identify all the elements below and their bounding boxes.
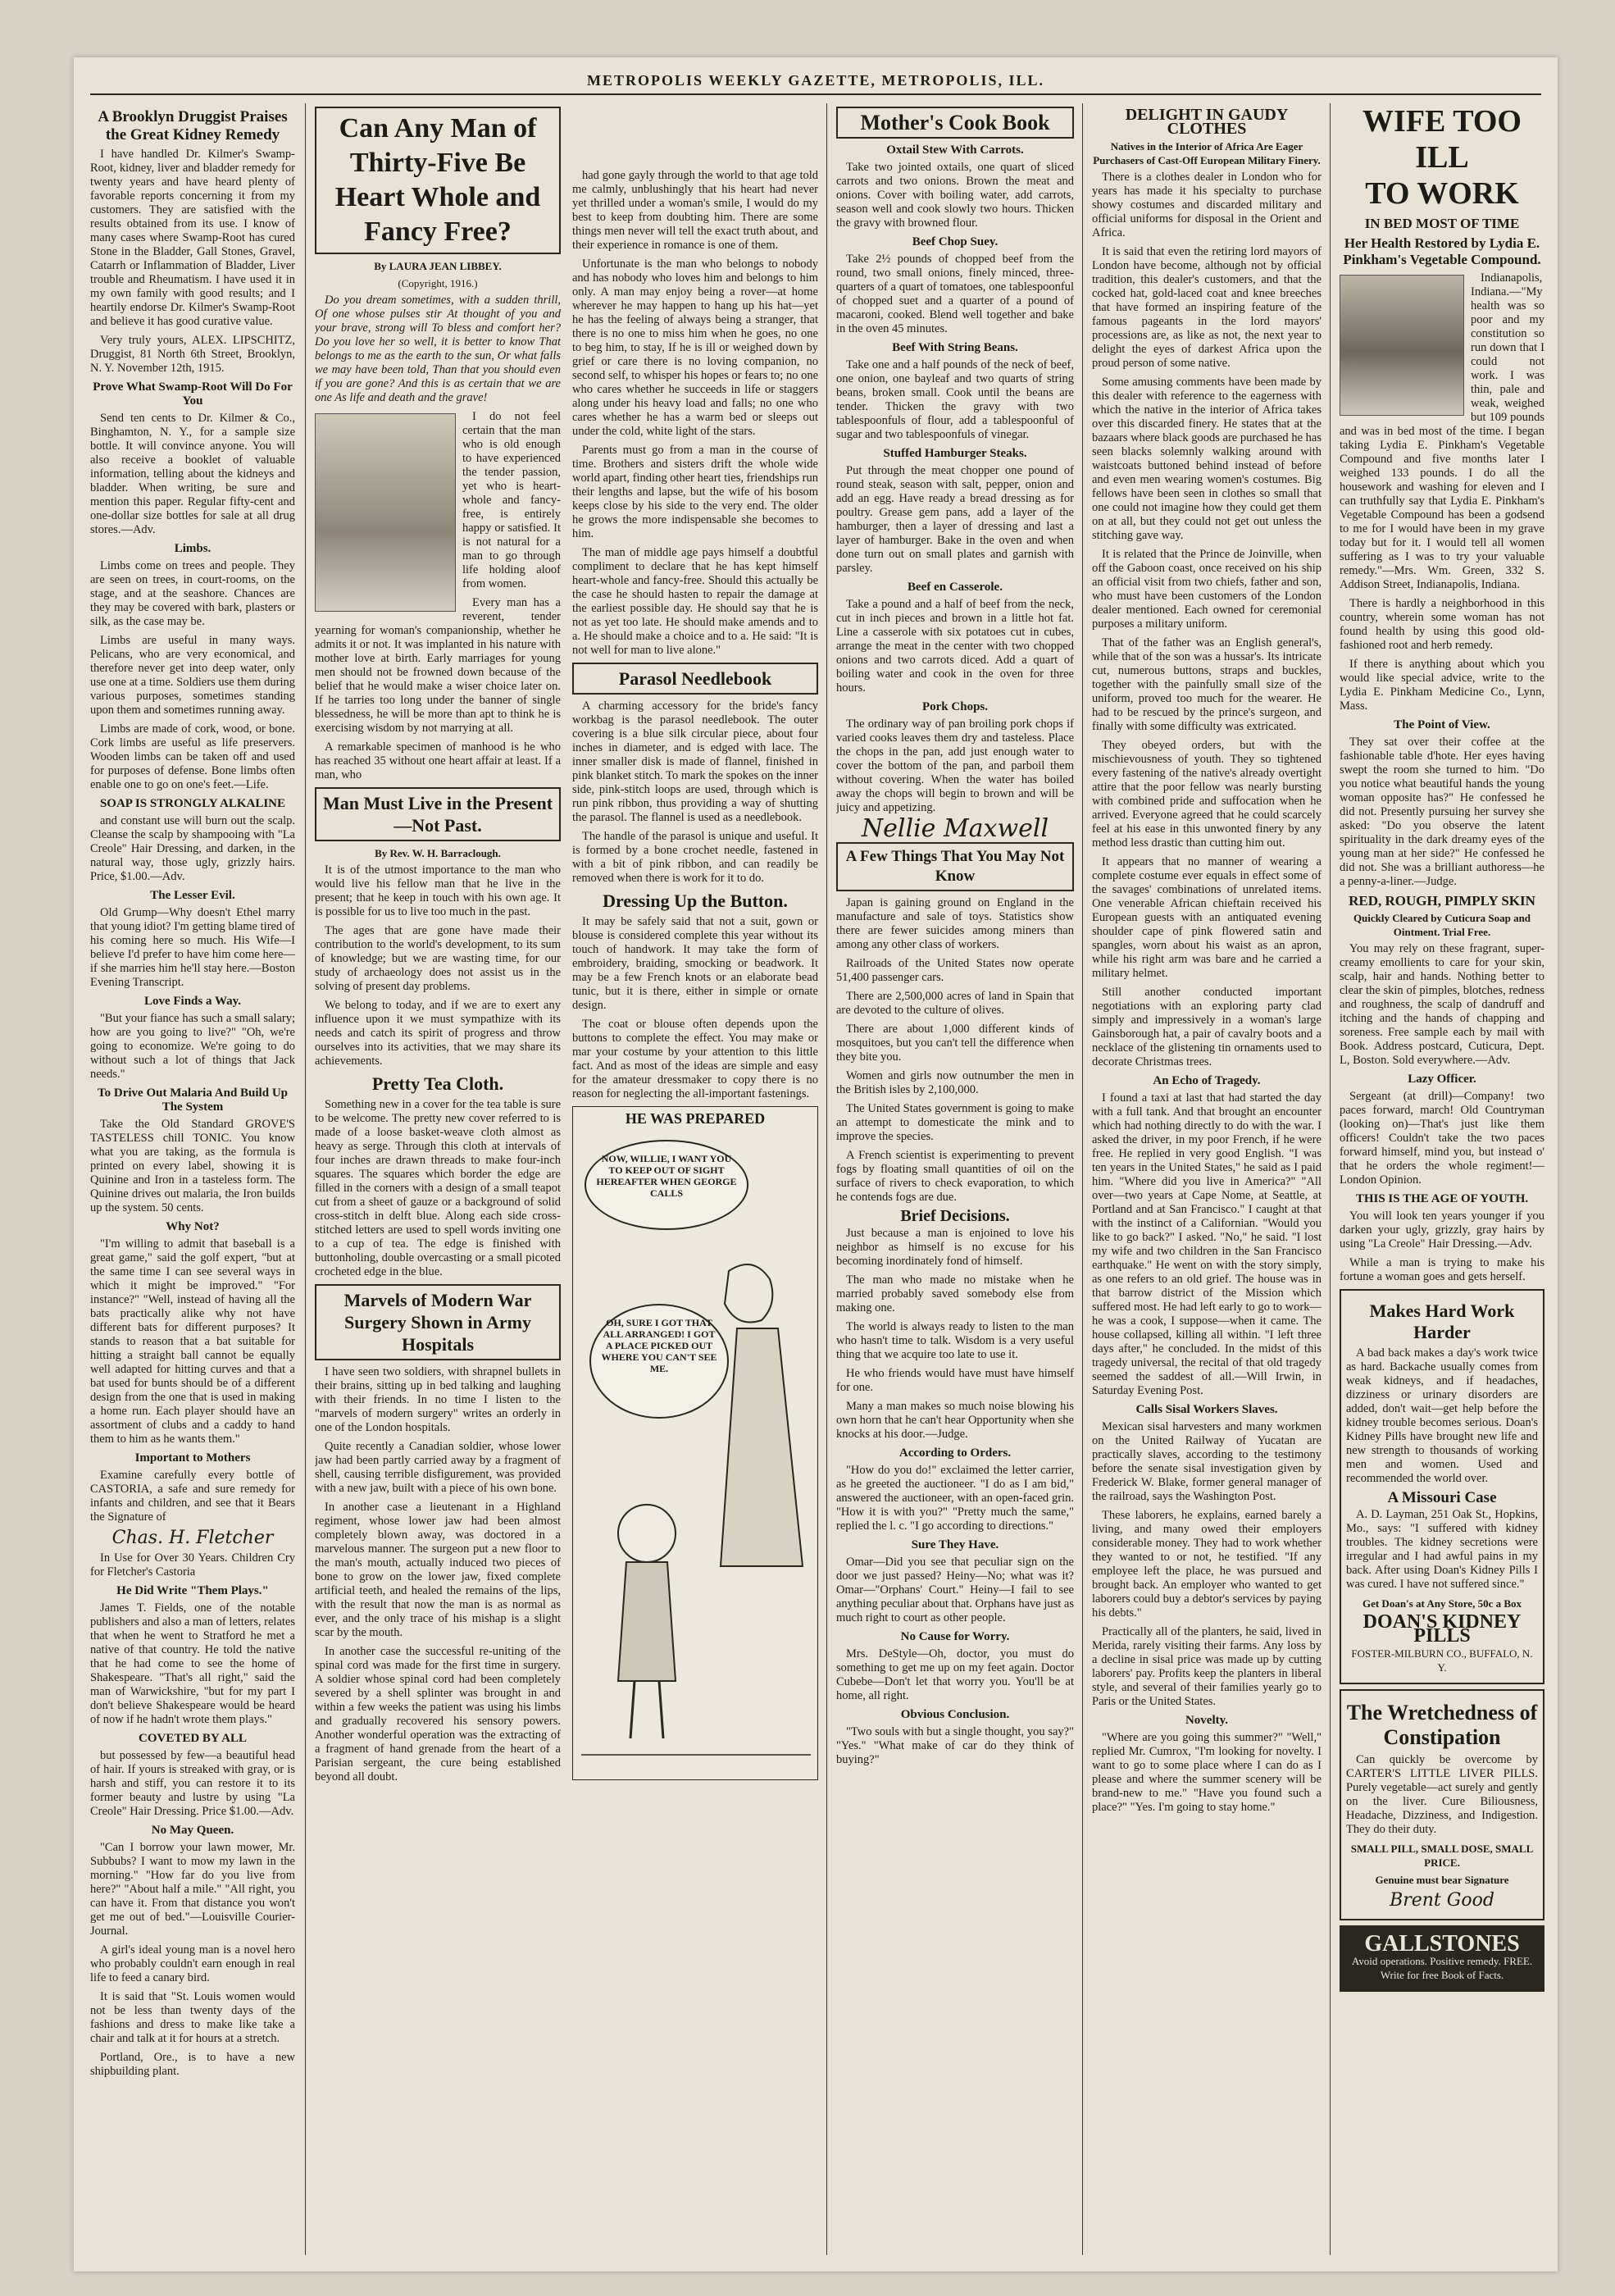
malaria-headline: To Drive Out Malaria And Build Up The System — [98, 1086, 288, 1114]
cook-book-headline: Mother's Cook Book — [836, 107, 1074, 139]
parasol-text-2: The handle of the parasol is unique and useful. It is formed by a bone crochet needle, fastened in with a bit of pink ribbon, and can readily be removed when there is work for it to do. — [572, 830, 818, 885]
point-of-view-headline: The Point of View. — [1394, 718, 1490, 731]
pork-chops-headline: Pork Chops. — [921, 700, 989, 713]
sure-they-have-headline: Sure They Have. — [911, 1538, 999, 1551]
missouri-case-text: A. D. Layman, 251 Oak St., Hopkins, Mo., says: "I suffered with kidney troubles. The kidney secretions were irregular and I had awful pains in my back. After using Doan's Kidney Pills I was cured. I have not suffered since." — [1346, 1508, 1538, 1591]
sisal-text-3: Practically all of the planters, he said, lived in Merida, rarely visiting their farms. Any loss by a decline in sisal price was made up by cutting laborers' pay. Profits keep the planters in liberal style, and several of their families yearly go to Paris or the United States. — [1092, 1625, 1322, 1708]
pinkham-text-1: Indianapolis, Indiana.—"My health was so poor and my constitution so run down that I could not work. I was thin, pale and weak, weighed but 109 pounds and was in bed most of the time. I began taking Lydia E. Pinkham's Vegetable Compound and five months later I weighed 133 pounds. I do all the housework and washing for eleven and I can truthfully say that Lydia E. Pinkham's Vegetable Compound has been a godsend to me for I would have been in my grave today but for it. I would tell all women suffering as I was to try your valuable remedy."—Mrs. Wm. Green, 332 S. Addison Street, Indianapolis, Indiana. — [1340, 271, 1544, 591]
gaudy-text-5: That of the father was an English general's, while that of the son was a hussar's. Its intricate cut, numerous buttons, straps and buckles, together with the painfully small size of the uniform, proved too much for the wearer. He had to be rescued by the prince's surgeon, and finally with some difficulty was extricated. — [1092, 636, 1322, 733]
string-beans-headline: Beef With String Beans. — [892, 341, 1018, 354]
maxwell-signature: Nellie Maxwell — [861, 814, 1049, 843]
hamburger-headline: Stuffed Hamburger Steaks. — [883, 447, 1027, 460]
war-surgery-text-1: I have seen two soldiers, with shrapnel bullets in their brains, sitting up in bed talking and laughing with their friends. In no time I listen to the "marvels of modern surgery" writes an orderly in one of the London hospitals. — [315, 1365, 561, 1434]
swamp-root-headline: A Brooklyn Druggist Praises the Great Kidney Remedy — [98, 108, 288, 144]
string-beans-text: Take one and a half pounds of the neck of beef, one onion, one bayleaf and two quarts of string beans, broken small. Cook until the beans are tender. Thicken the gravy with two tablespoonfuls of flour, add a tablespoonful of sugar and two tablespoonfuls of vinegar. — [836, 358, 1074, 441]
tea-cloth-text: Something new in a cover for the tea table is sure to be welcome. The pretty new cover referred to is made of a loose basket-weave cloth almost as heavy as serge. Through this cloth at intervals of four inches are drawn threads to make four-inch squares. The squares which border the edge are filled in the corners with a design of a small teapot cut from a sheet of gauze or a background of solid cross-stitch in delft blue. Along each side cross-stitched letters are used to spell words inviting one to a cup of tea. The edge is finished with buttonholing, double overcasting or a small picoted crocheted edge in the blue. — [315, 1098, 561, 1278]
gallstones-ad — [1340, 1925, 1544, 1992]
coveted-text: but possessed by few—a beautiful head of hair. If yours is streaked with gray, or is harsh and stiff, you can restore it to its former beauty and lustre by using "La Creole" Hair Dressing. Price $1.00.—Adv. — [90, 1749, 295, 1818]
war-surgery-text-2: Quite recently a Canadian soldier, whose lower jaw had been partly carried away by a fragment of shell, causing terrible disfigurement, was provided with a new jaw, built with a piece of his own bone. — [315, 1440, 561, 1495]
gaudy-text-1: There is a clothes dealer in London who for years has made it his specialty to purchase showy costumes and discarded military and official uniforms for disposal in the Orient and Africa. — [1092, 171, 1322, 239]
few-things-headline: A Few Things That You May Not Know — [836, 842, 1074, 891]
few-things-1: Japan is gaining ground on England in the manufacture and sale of toys. Statistics show there are fewer suicides among miners than among any other class of workers. — [836, 896, 1074, 951]
in-bed-subhead: IN BED MOST OF TIME — [1364, 216, 1520, 231]
doans-price: Get Doan's at Any Store, 50c a Box — [1362, 1597, 1522, 1610]
thirty-five-text-3: A remarkable specimen of manhood is he who has reached 35 without one heart affair at least. If a man, who — [315, 740, 561, 781]
brief-decisions-3: The world is always ready to listen to the man who hasn't time to talk. Wisdom is a very useful thing that we acquire too late to use it. — [836, 1320, 1074, 1361]
thirty-five-cont-3: Parents must go from a man in the course of time. Brothers and sisters drift the whole wide world apart, finding other heart ties, friendships run their lengths and lapse, but the wife of his bosom keeps close by his side to the very end. The older he grows the more indispensable she becomes to him. — [572, 444, 818, 540]
missouri-case-headline: A Missouri Case — [1387, 1489, 1497, 1506]
woman-head — [725, 1264, 772, 1323]
castoria-tagline: In Use for Over 30 Years. Children Cry for Fletcher's Castoria — [90, 1551, 295, 1578]
thirty-five-text-1: I do not feel certain that the man who is old enough to have experienced the tender passion, yet who is heart-whole and fancy-free, is entirely happy or satisfied. It is not natural for a man to go through life holding aloof from women. — [462, 410, 561, 590]
woman-testimonial-portrait — [1340, 275, 1464, 416]
orders-text: "How do you do!" exclaimed the letter carrier, as he greeted the auctioneer. "I do as I am bid," answered the auctioneer, with an open-faced grin. "How it is with you?" "Pretty much the same," replied the l. c. "I go according to directions." — [836, 1464, 1074, 1533]
pimply-skin-headline: RED, ROUGH, PIMPLY SKIN — [1349, 893, 1535, 909]
cartoon-title: HE WAS PREPARED — [625, 1110, 766, 1127]
brief-decisions-1: Just because a man is enjoined to love his neighbor as himself is no excuse for his becoming inordinately fond of himself. — [836, 1227, 1074, 1268]
gaudy-text-3: Some amusing comments have been made by this dealer with reference to the eagerness with which the native in the interior of Africa takes over this discarded finery. He states that at the bazaars where black goods are purchased he has seen blacks solemnly walking around with waistcoats buttoned behind instead of before and even men wearing women's costumes. Big fellows have been seen in clothes so small that one could not imagine how they could get them on at all, but they could not get out unless the stitching gave way. — [1092, 376, 1322, 542]
thirty-five-cont-1: had gone gayly through the world to that age told me calmly, unblushingly that his heart had never yet thrilled under a woman's smile, I would do my best to keep from doubting him. There are some things men never will tell the exact truth about, and their experience in romance is one of them. — [572, 169, 818, 252]
casserole-headline: Beef en Casserole. — [908, 581, 1003, 594]
casserole-text: Take a pound and a half of beef from the neck, cut in inch pieces and brown in a little hot fat. Line a casserole with six potatoes cut in cubes, arrange the meat in the center with two chopped onions and two carrots diced. Add a quart of boiling water and cook in the oven for three hours. — [836, 598, 1074, 695]
carters-price: SMALL PILL, SMALL DOSE, SMALL PRICE. — [1350, 1843, 1534, 1869]
column-4 — [836, 103, 1074, 2255]
live-present-text-1: It is of the utmost importance to the man who would live his fellow man that he live in the present; that he keep in touch with his own age. It is possible for us to live too much in the past. — [315, 863, 561, 918]
war-surgery-text-4: In another case the successful re-uniting of the spinal cord was made for the first time in surgery. A soldier whose spinal cord had been completely severed by a shell splinter was brought in and within a few weeks the patient was using his limbs and gradually recovered his sensory powers. Another wonderful operation was the extracting of a fragment of hand grenade from the heart of a Parisian sergeant, the cure being established beyond all doubt. — [315, 1645, 561, 1784]
pinkham-text-3: If there is anything about which you would like special advice, write to the Lydia E. Pinkham Medicine Co., Lynn, Mass. — [1340, 658, 1544, 713]
prove-text: Send ten cents to Dr. Kilmer & Co., Binghamton, N. Y., for a sample size bottle. It will convince anyone. You will also receive a booklet of valuable information, telling about the kidneys and bladder. When writing, be sure and mention this paper. Regular fifty-cent and one-dollar size bottles for sale at all drug stores.—Adv. — [90, 412, 295, 536]
hamburger-text: Put through the meat chopper one pound of round steak, season with salt, pepper, onion and add an egg. Have ready a bread dressing as for poultry. Grease gem pans, add a layer of the hamburger, then a layer of dressing and last a layer of hamburger. Bake in the oven and when done turn out on small plates and garnish with parsley. — [836, 464, 1074, 575]
few-things-6: The United States government is going to make an attempt to domesticate the mink and to improve the species. — [836, 1102, 1074, 1143]
pinkham-text-2: There is hardly a neighborhood in this country, wherein some woman has not found health by using this good old-fashioned root and herb remedy. — [1340, 597, 1544, 652]
cartoon-panel — [572, 1106, 818, 1780]
live-present-headline: Man Must Live in the Present—Not Past. — [315, 787, 561, 841]
cuticura-text: You may rely on these fragrant, super-creamy emollients to care for your skin, scalp, hair and hands. Nothing better to clear the skin of pimples, blotches, redness and roughness, the scalp of dandruff and itching and the hands of chapping and soreness. Free sample each by mail with Book. Address postcard, Cuticura, Dept. L, Boston. Sold everywhere.—Adv. — [1340, 942, 1544, 1067]
prove-headline: Prove What Swamp-Root Will Do For You — [93, 380, 293, 408]
novelty-headline: Novelty. — [1185, 1714, 1229, 1727]
live-present-text-2: The ages that are gone have made their contribution to the world's development, to its sum of knowledge; but we are wasting time, for our study of archaeology does not assist us in the solving of present day problems. — [315, 924, 561, 993]
love-finds-headline: Love Finds a Way. — [143, 995, 242, 1008]
love-finds-text: "But your fiance has such a small salary; how are you going to live?" "Oh, we're going to economize. We're going to do without such a lot of things that Jack needs." — [90, 1012, 295, 1081]
carters-ad — [1340, 1689, 1544, 1920]
libbey-byline: By LAURA JEAN LIBBEY. — [374, 260, 502, 272]
gaudy-text-6: They obeyed orders, but with the mischievousness of youth. They so tightened every fastening of the native's already overtight attire that the poor fellow was nearly bursting with combined pride and suffocation when he arrived. Everyone agreed that he could scarcely feel at his ease in this unwonted finery by any method less drastic than cutting him out. — [1092, 739, 1322, 850]
swamp-root-text: I have handled Dr. Kilmer's Swamp-Root, kidney, liver and bladder remedy for twenty years and have heard plenty of favorable reports concerning it from my customers. They are satisfied with the results obtained from its use. I know of many cases where Swamp-Root has cured Stone in the Bladder, Gall Stones, Gravel, Catarrh or Inflammation of Bladder, Liver trouble and Rheumatism. I have used it in my own family with good results; and I heartily endorse Dr. Kilmer's Swamp-Root and believe it has good curative value. — [90, 148, 295, 328]
novelty-text: "Where are you going this summer?" "Well," replied Mr. Cumrox, "I'm looking for novelty. I want to go to some place where I can do as I please and where the summer scenery will be brand-new to me." "Have you found such a place?" "Yes. I'm going to stay home." — [1092, 1731, 1322, 1814]
tragedy-headline: An Echo of Tragedy. — [1153, 1074, 1261, 1087]
lazy-officer-headline: Lazy Officer. — [1408, 1073, 1476, 1086]
button-text-1: It may be safely said that not a suit, gown or blouse is considered complete this year without its touch of handwork. It may take the form of embroidery, braiding, smocking or beadwork. It may be a few French knots or an elaborate bead tunic, but it is there, either in simple or ornate design. — [572, 915, 818, 1012]
gallstones-text: Avoid operations. Positive remedy. FREE. Write for free Book of Facts. — [1351, 1955, 1533, 1981]
age-of-youth-headline: THIS IS THE AGE OF YOUTH. — [1355, 1192, 1529, 1205]
soap-headline: SOAP IS STRONGLY ALKALINE — [99, 797, 286, 810]
them-plays-headline: He Did Write "Them Plays." — [116, 1584, 269, 1597]
may-queen-text: "Can I borrow your lawn mower, Mr. Subbubs? I want to mow my lawn in the morning." "How far do you live from here?" "About half a mile." "All right, you can have it. From that distance you won't get me out of bed."—Louisville Courier-Journal. — [90, 1841, 295, 1938]
brent-good-signature: Brent Good — [1390, 1890, 1494, 1911]
limbs-text-2: Limbs are useful in many ways. Pelicans, who are very economical, and therefore never get into deep water, only use one at a time. Soldiers use them during various purposes, sometimes standing upon them and sometimes running away. — [90, 634, 295, 717]
column-1 — [90, 103, 295, 2255]
obvious-headline: Obvious Conclusion. — [900, 1708, 1010, 1721]
no-worry-text: Mrs. DeStyle—Oh, doctor, you must do something to get me up on my feet again. Doctor Cubebe—Don't let that worry you. You'll be at home, all right. — [836, 1647, 1074, 1702]
druggist-signature: Very truly yours, ALEX. LIPSCHITZ, Druggist, 81 North 6th Street, Brooklyn, N. Y. November 12th, 1915. — [90, 334, 295, 375]
newspaper-page — [74, 57, 1558, 2271]
gaudy-subhead: Natives in the Interior of Africa Are Eager Purchasers of Cast-Off European Military Finery. — [1093, 140, 1321, 166]
age-of-youth-text: You will look ten years younger if you darken your ugly, grizzly, gray hairs by using "La Creole" Hair Dressing.—Adv. — [1340, 1210, 1544, 1250]
thirty-five-cont-4: The man of middle age pays himself a doubtful compliment to declare that he has kept himself heart-whole and fancy-free. Should this actually be the case he should hasten to repair the damage at the earliest possible day. He should say that he is not as yet too late. He should make amends and to a. He should make a choice and to a. He said: "It is not well for man to live alone." — [572, 546, 818, 657]
gaudy-text-4: It is related that the Prince de Joinville, when off the Gaboon coast, once received on his ship an official visit from two chiefs, father and son, who must have been customers of the London dealer mentioned. Each owned for ceremonial purposes a military uniform. — [1092, 548, 1322, 631]
few-things-3: There are 2,500,000 acres of land in Spain that are devoted to the culture of olives. — [836, 990, 1074, 1017]
masthead: METROPOLIS WEEKLY GAZETTE, METROPOLIS, ILL. — [587, 72, 1044, 89]
war-surgery-headline: Marvels of Modern War Surgery Shown in Army Hospitals — [315, 1284, 561, 1360]
few-things-2: Railroads of the United States now operate 51,400 passenger cars. — [836, 957, 1074, 984]
limbs-text-1: Limbs come on trees and people. They are seen on trees, in court-rooms, on the stage, and at the seashore. Chances are they may be covered with bark, plasters or silk, as the case may be. — [90, 559, 295, 628]
column-divider — [1330, 103, 1331, 2255]
may-queen-headline: No May Queen. — [151, 1824, 234, 1837]
limbs-text-3: Limbs are made of cork, wood, or bone. Cork limbs are useful as life preservers. Wooden limbs can be taken off and used for purposes of defense. Bone limbs often enable one to go on one's feet.—Life. — [90, 722, 295, 791]
sisal-headline: Calls Sisal Workers Slaves. — [1135, 1403, 1278, 1416]
thirty-five-text-2: Every man has a reverent, tender yearning for woman's companionship, whether he admits it or not. It was implanted in his nature with mother love at birth. Early marriages for young men should not be frowned down because of the belief that he would make a wiser choice later on. If he tarries too long under the banner of single blessedness, he will be more than apt to think he is exercising wisdom by not marrying at all. — [315, 596, 561, 735]
copyright-line: (Copyright, 1916.) — [398, 277, 478, 289]
few-things-7: A French scientist is experimenting to prevent fogs by floating small quantities of oil on the surface of rivers to check evaporation, to which he contends fogs are due. — [836, 1149, 1074, 1204]
few-things-4: There are about 1,000 different kinds of mosquitoes, but you can't tell the difference when they bite you. — [836, 1023, 1074, 1064]
pork-chops-text: The ordinary way of pan broiling pork chops if varied cooks leaves them dry and tasteless. Place the chops in the pan, add just enough water to cover the bottom of the pan, and parboil them without covering. When the water has boiled away the chops will begin to brown and will be juicy and appetizing. — [836, 718, 1074, 814]
boy-leg-right — [659, 1681, 663, 1738]
doans-company: FOSTER-MILBURN CO., BUFFALO, N. Y. — [1351, 1647, 1533, 1674]
obvious-text: "Two souls with but a single thought, you say?" "Yes." "What make of car do they think of buying?" — [836, 1725, 1074, 1766]
sisal-text-2: These laborers, he explains, earned barely a living, and many owed their employers considerable money. They had to work whether they wanted to or not, he testified. "If any employee left the place, he was pursued and brought back. An employer who wanted to get laborers could buy a debtor's services by paying his debts." — [1092, 1509, 1322, 1620]
column-6 — [1340, 103, 1544, 2255]
hard-work-text: A bad back makes a day's work twice as hard. Backache usually comes from weak kidneys, and if headaches, dizziness or urinary disorders are added, don't wait—get help before the kidney trouble becomes serious. Doan's Kidney Pills have brought new life and new strength to thousands of working men and women. Used and recommended the world over. — [1346, 1346, 1538, 1485]
live-present-text-3: We belong to today, and if we are to exert any influence upon it we must sympathize with its needs and catch its spirit of progress and throw ourselves into its activities, that we may share its achievements. — [315, 999, 561, 1068]
woman-portrait — [315, 413, 456, 612]
oxtail-text: Take two jointed oxtails, one quart of sliced carrots and two onions. Brown the meat and onions. Cover with boiling water, add carrots, season well and cook slowly two hours. Thicken the gravy with browned flour. — [836, 161, 1074, 230]
brief-decisions-4: He who friends would have must have himself for one. — [836, 1367, 1074, 1394]
masthead-rule — [90, 93, 1541, 95]
constipation-headline: The Wretchedness of Constipation — [1346, 1701, 1538, 1749]
lesser-evil-text: Old Grump—Why doesn't Ethel marry that young idiot? I'm getting blame tired of his coming here so much. His Wife—I believe I'd prefer to have him come here—if she marries him he'll stay here.—Boston Evening Transcript. — [90, 906, 295, 989]
brief-decisions-2: The man who made no mistake when he married probably saved somebody else from making one. — [836, 1273, 1074, 1314]
chop-suey-headline: Beef Chop Suey. — [912, 235, 999, 248]
mothers-headline: Important to Mothers — [134, 1451, 251, 1465]
to-work-headline: TO WORK — [1365, 176, 1519, 211]
boy-leg-left — [630, 1681, 635, 1738]
limbs-headline: Limbs. — [174, 542, 212, 555]
column-2 — [315, 103, 561, 2255]
soap-text: and constant use will burn out the scalp. Cleanse the scalp by shampooing with "La Creole" Hair Dressing, and darken, in the natural way, those ugly, grizzly hairs. Price, $1.00.—Adv. — [90, 814, 295, 883]
point-of-view-text: They sat over their coffee at the fashionable table d'hote. Her eyes having swept the room she turned to him. "Do you notice what beautiful hands the young woman opposite has?" He confessed he did not. Presently pursuing her survey she asked: "Do you observe the latent spirituality in the dark dreamy eyes of the young man at her side?" He confessed he did not. She was a brilliant authoress—he a penny-a-liner.—Judge. — [1340, 736, 1544, 888]
portland-text: Portland, Ore., is to have a new shipbuilding plant. — [90, 2051, 295, 2078]
why-not-text: "I'm willing to admit that baseball is a great game," said the golf expert, "but at the same time I can see several ways in which it might be improved." "For instance?" "Well, instead of having all the bats practically alike why not have different bats for different purposes? It stands to reason that a bat suitable for hitting a straight ball cannot be equally well adapted for hitting curves and that a bat used for bunts should be of a different design from the one that is used in making a home run. Each player should have an assortment of clubs and a caddy to hand them to him as he wants them." — [90, 1237, 295, 1446]
button-text-2: The coat or blouse often depends upon the buttons to complete the effect. You may make or mar your costume by your attention to this little fact. And as most of the ideas are simple and easy for the amateur dressmaker to copy there is no reason for neglecting the all-important fastenings. — [572, 1018, 818, 1100]
parasol-text-1: A charming accessory for the bride's fancy workbag is the parasol needlebook. The outer covering is a blue silk circular piece, about four inches in diameter, and is edged with lace. The inner smaller disk is made of flannel, finished in pink blanket stitch. To mark the spokes on the inner side, pink-stitch loops are used, through which is run pink ribbon, thus providing a way of shutting the parasol. The flannel is used as a needlebook. — [572, 699, 818, 824]
ideal-man-text: A girl's ideal young man is a novel hero who probably couldn't earn enough in real life to feed a canary bird. — [90, 1943, 295, 1984]
castoria-text: Examine carefully every bottle of CASTORIA, a safe and sure remedy for infants and children, and see that it Bears the Signature of — [90, 1469, 295, 1524]
cartoon-drawing — [573, 1107, 818, 1779]
brief-decisions-5: Many a man makes so much noise blowing his own horn that he can't hear Opportunity when she knocks at his door.—Judge. — [836, 1400, 1074, 1441]
column-3 — [572, 103, 818, 2255]
column-divider — [826, 103, 827, 2255]
column-divider — [305, 103, 306, 2255]
coveted-headline: COVETED BY ALL — [139, 1732, 247, 1745]
no-worry-headline: No Cause for Worry. — [900, 1630, 1010, 1643]
poem-text: Do you dream sometimes, with a sudden thrill, Of one whose pulses stir At thought of you and your brave, strong will To bless and comfort her? Do you love her so well, it is better to know That belongs to me as the earth to the sun, Or what falls we may have been told, Than that you should even if you are gone? And this is as certain that we are one As life and death and the grave! — [315, 294, 561, 404]
st-louis-text: It is said that "St. Louis women would not be less than twenty days of the fashions and dress to make like take a chair and talk at it for hours at a stretch. — [90, 1990, 295, 2045]
doans-brand: DOAN'S KIDNEY PILLS — [1363, 1611, 1522, 1647]
gaudy-text-8: Still another conducted important negotiations with an exploring party clad simply and impressively in a woman's large Gainsborough hat, a pair of cavalry boots and a necklace of the glistening tin ornaments used to decorate Christmas trees. — [1092, 986, 1322, 1068]
war-surgery-text-3: In another case a lieutenant in a Highland regiment, whose lower jaw had been almost completely blown away, was doctored in a marvelous manner. The surgeon put a new floor to the man's mouth, actually induced two pieces of bone to grow on the lower jaw, fixed complete artificial teeth, and healed the remains of the lips, with the result that now the man is as normal as ever, and the only trace of his mishap is a slight scar by the mouth. — [315, 1501, 561, 1639]
gaudy-headline: DELIGHT IN GAUDY CLOTHES — [1125, 106, 1289, 138]
carters-genuine: Genuine must bear Signature — [1375, 1874, 1509, 1886]
doans-ad — [1340, 1289, 1544, 1684]
chop-suey-text: Take 2½ pounds of chopped beef from the round, two small onions, finely minced, three-quarters of a quart of tomatoes, one tablespoonful of chopped suet and a quarter of a pound of macaroni, cooked. Blend well together and bake in the oven 45 minutes. — [836, 253, 1074, 335]
boy-head — [618, 1505, 676, 1562]
wife-ill-headline: WIFE TOO ILL — [1363, 104, 1522, 175]
few-things-5: Women and girls now outnumber the men in the British isles by 2,100,000. — [836, 1069, 1074, 1096]
boy-body — [618, 1562, 676, 1681]
why-not-headline: Why Not? — [166, 1220, 220, 1233]
speech-bubble-boy: OH, SURE I GOT THAT ALL ARRANGED! I GOT A PLACE PICKED OUT WHERE YOU CAN'T SEE ME. — [589, 1304, 729, 1419]
malaria-text: Take the Old Standard GROVE'S TASTELESS chill TONIC. You know what you are taking, as the formula is printed on every label, showing it is Quinine and Iron in a tasteless form. The Quinine drives out malaria, the Iron builds up the system. 50 cents. — [90, 1118, 295, 1214]
gallstones-headline: GALLSTONES — [1364, 1931, 1520, 1957]
woman-dress — [721, 1328, 803, 1566]
speech-bubble-woman: NOW, WILLIE, I WANT YOU TO KEEP OUT OF SIGHT HEREAFTER WHEN GEORGE CALLS — [585, 1140, 748, 1230]
brief-decisions-headline: Brief Decisions. — [900, 1207, 1010, 1225]
hard-work-headline: Makes Hard Work Harder — [1369, 1301, 1515, 1342]
lesser-evil-headline: The Lesser Evil. — [150, 889, 235, 902]
barraclough-byline: By Rev. W. H. Barraclough. — [375, 847, 501, 859]
oxtail-headline: Oxtail Stew With Carrots. — [886, 144, 1024, 157]
cuticura-subhead: Quickly Cleared by Cuticura Soap and Ointment. Trial Free. — [1353, 912, 1531, 938]
tragedy-text: I found a taxi at last that had started the day with a full tank. And that brought an encounter which had nothing directly to do with the war. I asked the driver, in my poor French, if he were free. He replied in very good English. "I was ten years in the United States," he said as I paid him. "Where did you live in America?" "All over—two years at Cape Nome, at Seattle, at Portland and at San Francisco." I caught at that with the instinct of a Californian. "Would you like to go back?" I asked. "No," he said. "I lost my wife and two children in the San Francisco earthquake." He went on with the story simply, as one refers to an old grief. The house was in that barrow district of the Mission which suffered most. He had left early to go to work—he was a cook, I suppose—when it came. The house collapsed, killing all within. "I left three days after," he concluded. In the midst of this tragedy universal, the recital of that old tragedy seemed the saddest of all.—Will Irwin, in Saturday Evening Post. — [1092, 1091, 1322, 1397]
column-5 — [1092, 103, 1322, 2255]
them-plays-text: James T. Fields, one of the notable publishers and also a man of letters, relates that when he went to Stratford he met a native of that country. He told the native that he had come to see the home of Shakespeare. "That's all right," said the man of Warwickshire, "but for my part I don't believe Shakespeare would be heard of now if he hadn't wrote them plays." — [90, 1601, 295, 1726]
column-divider — [1082, 103, 1083, 2255]
headline-spacer — [572, 103, 818, 169]
carters-text: Can quickly be overcome by CARTER'S LITTLE LIVER PILLS. Purely vegetable—act surely and gently on the liver. Cure Biliousness, Headache, Dizziness, and Indigestion. They do their duty. — [1346, 1753, 1538, 1836]
gaudy-text-2: It is said that even the retiring lord mayors of London have become, although not by official tradition, this dealer's customers, and that the cocked hat, gold-laced coat and knee breeches that have formed an inspiring feature of the famous pageants in the lord mayors' processions are, as like as not, the next year to delight the eyes of darkest Africa upon the proud person of some native. — [1092, 245, 1322, 370]
sisal-text-1: Mexican sisal harvesters and many workmen on the United Railway of Yucatan are practically slaves, according to the testimony before the senate sisal investigation given by Frederick W. Blake, former general manager of the railroad, says the Washington Post. — [1092, 1420, 1322, 1503]
parasol-headline: Parasol Needlebook — [572, 663, 818, 695]
fletcher-signature: Chas. H. Fletcher — [111, 1528, 274, 1548]
pinkham-subhead: Her Health Restored by Lydia E. Pinkham's Vegetable Compound. — [1343, 235, 1541, 267]
lazy-officer-text: Sergeant (at drill)—Company! two paces forward, march! Old Countryman (looking on)—That's just like them officers! Couldn't take the two paces forward himself, mind you, but instead o' that he orders the whole regiment!—London Opinion. — [1340, 1090, 1544, 1187]
tea-cloth-headline: Pretty Tea Cloth. — [371, 1073, 504, 1094]
sure-they-have-text: Omar—Did you see that peculiar sign on the door we just passed? Heiny—No; what was it? Omar—"Orphans' Court." Heiny—I fail to see anything peculiar about that. Orphans have just as much right to court as other people. — [836, 1556, 1074, 1624]
orders-headline: According to Orders. — [898, 1446, 1012, 1460]
gaudy-text-7: It appears that no manner of wearing a complete costume ever equals in effect some of the savages' combinations of unrelated items. One venerable African chieftain received his European guests with an antiquated evening shoulder cape of pink flowered satin and spangles, worn about his waist as an apron, while his right arm was bare and he carried a military helmet. — [1092, 855, 1322, 980]
button-headline: Dressing Up the Button. — [603, 891, 788, 911]
fortune-text: While a man is trying to make his fortune a woman goes and gets herself. — [1340, 1256, 1544, 1283]
thirty-five-headline: Can Any Man of Thirty-Five Be Heart Whole and Fancy Free? — [315, 107, 561, 254]
thirty-five-cont-2: Unfortunate is the man who belongs to nobody and has nobody who loves him and belongs to him only. A man may enjoy being a rover—at home wherever he may happen to hang up his hat—yet he has the feeling of always being a stranger, that there is no one to miss him when he goes, no one to beg him, to stay, If he is ill or weighed down by grief or care there is no loving companion, no second self, to whisper his hopes or fears to; no one who cares whether he succeeds in life or staggers along under his heavy load and falls; no one who cares whether he has a warm bed or sleeps out under the cold, white light of the stars. — [572, 257, 818, 438]
